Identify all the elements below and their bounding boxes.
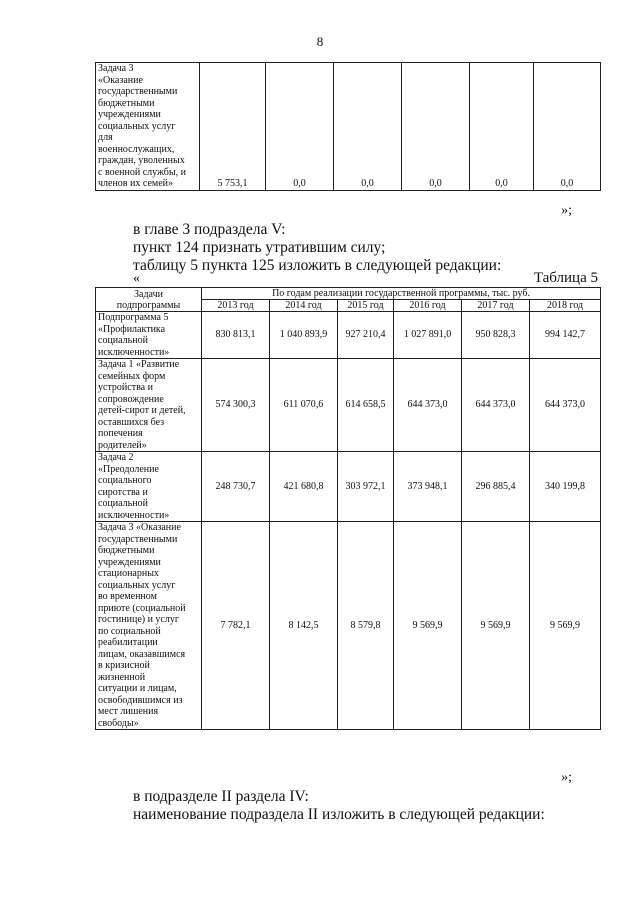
value-cell: 644 373,0 bbox=[462, 359, 530, 452]
value-cell: 373 948,1 bbox=[394, 452, 462, 522]
value-cell: 950 828,3 bbox=[462, 312, 530, 359]
header-year: 2015 год bbox=[338, 300, 394, 312]
task-name-line: Задача 3 bbox=[98, 63, 134, 74]
value-cell: 340 199,8 bbox=[530, 452, 601, 522]
value-cell: 994 142,7 bbox=[530, 312, 601, 359]
task-name-line: исключенности» bbox=[98, 509, 170, 521]
table-label: Таблица 5 bbox=[533, 270, 598, 286]
value-cell: 8 579,8 bbox=[338, 522, 394, 730]
task-name-line: исключенности» bbox=[98, 346, 170, 358]
header-year: 2013 год bbox=[202, 300, 270, 312]
task-name-line: детей-сирот и детей, bbox=[98, 405, 186, 416]
task-name-line: социальной bbox=[98, 335, 148, 346]
value-cell: 296 885,4 bbox=[462, 452, 530, 522]
header-year: 2014 год bbox=[270, 300, 338, 312]
task-name-line: свободы» bbox=[98, 717, 139, 729]
value-cell: 8 142,5 bbox=[270, 522, 338, 730]
task-name-cell bbox=[96, 452, 202, 522]
task-name-line: «Профилактика bbox=[98, 323, 166, 335]
task-name-line: приюте (социальной bbox=[98, 602, 186, 614]
task-name-line: социальных услуг bbox=[98, 120, 176, 132]
task-name-line: гостинице) и услуг bbox=[98, 614, 179, 625]
value-cell: 9 569,9 bbox=[462, 522, 530, 730]
task-name-line: военнослужащих, bbox=[98, 143, 175, 155]
paragraph-line: наименование подраздела II изложить в следующей редакции: bbox=[133, 806, 545, 823]
value-cell: 574 300,3 bbox=[202, 359, 270, 452]
paragraph-line: в подразделе II раздела IV: bbox=[133, 788, 309, 805]
task-name-line: бюджетными bbox=[98, 97, 155, 109]
value-cell: 614 658,5 bbox=[338, 359, 394, 452]
task-name-line: государственными bbox=[98, 533, 178, 545]
task-name-line: реабилитации bbox=[98, 637, 158, 648]
task-name-line: родителей» bbox=[98, 439, 147, 451]
task-name-line: стационарных bbox=[98, 568, 159, 579]
table-row bbox=[96, 312, 601, 359]
task-name-line: социальной bbox=[98, 498, 148, 509]
page-number: 8 bbox=[316, 34, 324, 49]
task-name-line: устройства и bbox=[98, 382, 153, 393]
value-cell: 644 373,0 bbox=[530, 359, 601, 452]
task-name-cell bbox=[96, 63, 200, 191]
value-cell: 0,0 bbox=[402, 63, 470, 191]
task-name-line: учреждениями bbox=[98, 556, 161, 568]
value-cell: 1 027 891,0 bbox=[394, 312, 462, 359]
task-name-line: во временном bbox=[98, 591, 157, 602]
value-cell: 421 680,8 bbox=[270, 452, 338, 522]
value-cell: 5 753,1 bbox=[200, 63, 266, 191]
task-name-line: Задача 1 «Развитие bbox=[98, 359, 180, 370]
value-cell: 0,0 bbox=[534, 63, 601, 191]
task-name-line: государственными bbox=[98, 86, 178, 97]
value-cell: 0,0 bbox=[470, 63, 534, 191]
table-row bbox=[96, 63, 601, 191]
paragraph-line: в главе 3 подраздела V: bbox=[133, 221, 286, 238]
paragraph-line: таблицу 5 пункта 125 изложить в следующей редакции: bbox=[133, 257, 502, 274]
task-name-line: оставшихся без bbox=[98, 416, 165, 428]
table-header-row bbox=[96, 288, 601, 300]
header-tasks-line: подпрограммы bbox=[116, 299, 181, 311]
value-cell: 1 040 893,9 bbox=[270, 312, 338, 359]
task-name-line: сопровождение bbox=[98, 393, 164, 405]
value-cell: 0,0 bbox=[266, 63, 334, 191]
task-name-line: членов их семей» bbox=[98, 178, 173, 189]
table-5 bbox=[95, 287, 601, 730]
closing-quote: »; bbox=[561, 203, 572, 218]
table-row bbox=[96, 452, 601, 522]
task-name-line: лицам, оказавшимся bbox=[98, 648, 186, 660]
header-year: 2017 год bbox=[462, 300, 530, 312]
value-cell: 248 730,7 bbox=[202, 452, 270, 522]
task-name-line: в кризисной bbox=[98, 660, 150, 671]
closing-quote: »; bbox=[561, 770, 572, 785]
header-years-group: По годам реализации государственной программы, тыс. руб. bbox=[202, 288, 601, 300]
task-name-line: семейных форм bbox=[98, 370, 166, 382]
task-name-line: социального bbox=[98, 475, 152, 486]
value-cell: 927 210,4 bbox=[338, 312, 394, 359]
header-year: 2018 год bbox=[530, 300, 601, 312]
value-cell: 7 782,1 bbox=[202, 522, 270, 730]
value-cell: 9 569,9 bbox=[394, 522, 462, 730]
task-name-line: «Преодоление bbox=[98, 463, 159, 475]
task-name-line: по социальной bbox=[98, 625, 161, 637]
task-name-line: Задача 2 bbox=[98, 452, 134, 463]
task-name-line: Задача 3 «Оказание bbox=[98, 522, 181, 533]
task-name-line: бюджетными bbox=[98, 545, 155, 556]
task-name-line: попечения bbox=[98, 428, 143, 439]
task-name-line: с военной службы, и bbox=[98, 166, 186, 178]
task-name-cell bbox=[96, 312, 202, 359]
task-name-line: «Оказание bbox=[98, 74, 143, 86]
paragraph-line: пункт 124 признать утратившим силу; bbox=[133, 239, 386, 256]
value-cell: 644 373,0 bbox=[394, 359, 462, 452]
task-name-cell bbox=[96, 359, 202, 452]
header-year: 2016 год bbox=[394, 300, 462, 312]
task-name-line: жизненной bbox=[98, 671, 146, 683]
table-task3-military bbox=[95, 62, 601, 191]
task-name-line: Подпрограмма 5 bbox=[98, 312, 169, 323]
header-tasks bbox=[96, 288, 202, 312]
task-name-line: учреждениями bbox=[98, 109, 161, 120]
value-cell: 303 972,1 bbox=[338, 452, 394, 522]
task-name-cell bbox=[96, 522, 202, 730]
header-tasks-line: Задачи bbox=[134, 288, 163, 300]
task-name-line: мест лишения bbox=[98, 706, 159, 717]
value-cell: 830 813,1 bbox=[202, 312, 270, 359]
value-cell: 0,0 bbox=[334, 63, 402, 191]
table-row bbox=[96, 522, 601, 730]
value-cell: 611 070,6 bbox=[270, 359, 338, 452]
value-cell: 9 569,9 bbox=[530, 522, 601, 730]
task-name-line: для bbox=[98, 132, 113, 143]
opening-quote: « bbox=[133, 271, 140, 286]
task-name-line: сиротства и bbox=[98, 486, 148, 498]
task-name-line: освободившимся из bbox=[98, 694, 183, 706]
task-name-line: социальных услуг bbox=[98, 579, 176, 591]
table-row bbox=[96, 359, 601, 452]
task-name-line: ситуации и лицам, bbox=[98, 683, 177, 694]
task-name-line: граждан, уволенных bbox=[98, 155, 185, 166]
